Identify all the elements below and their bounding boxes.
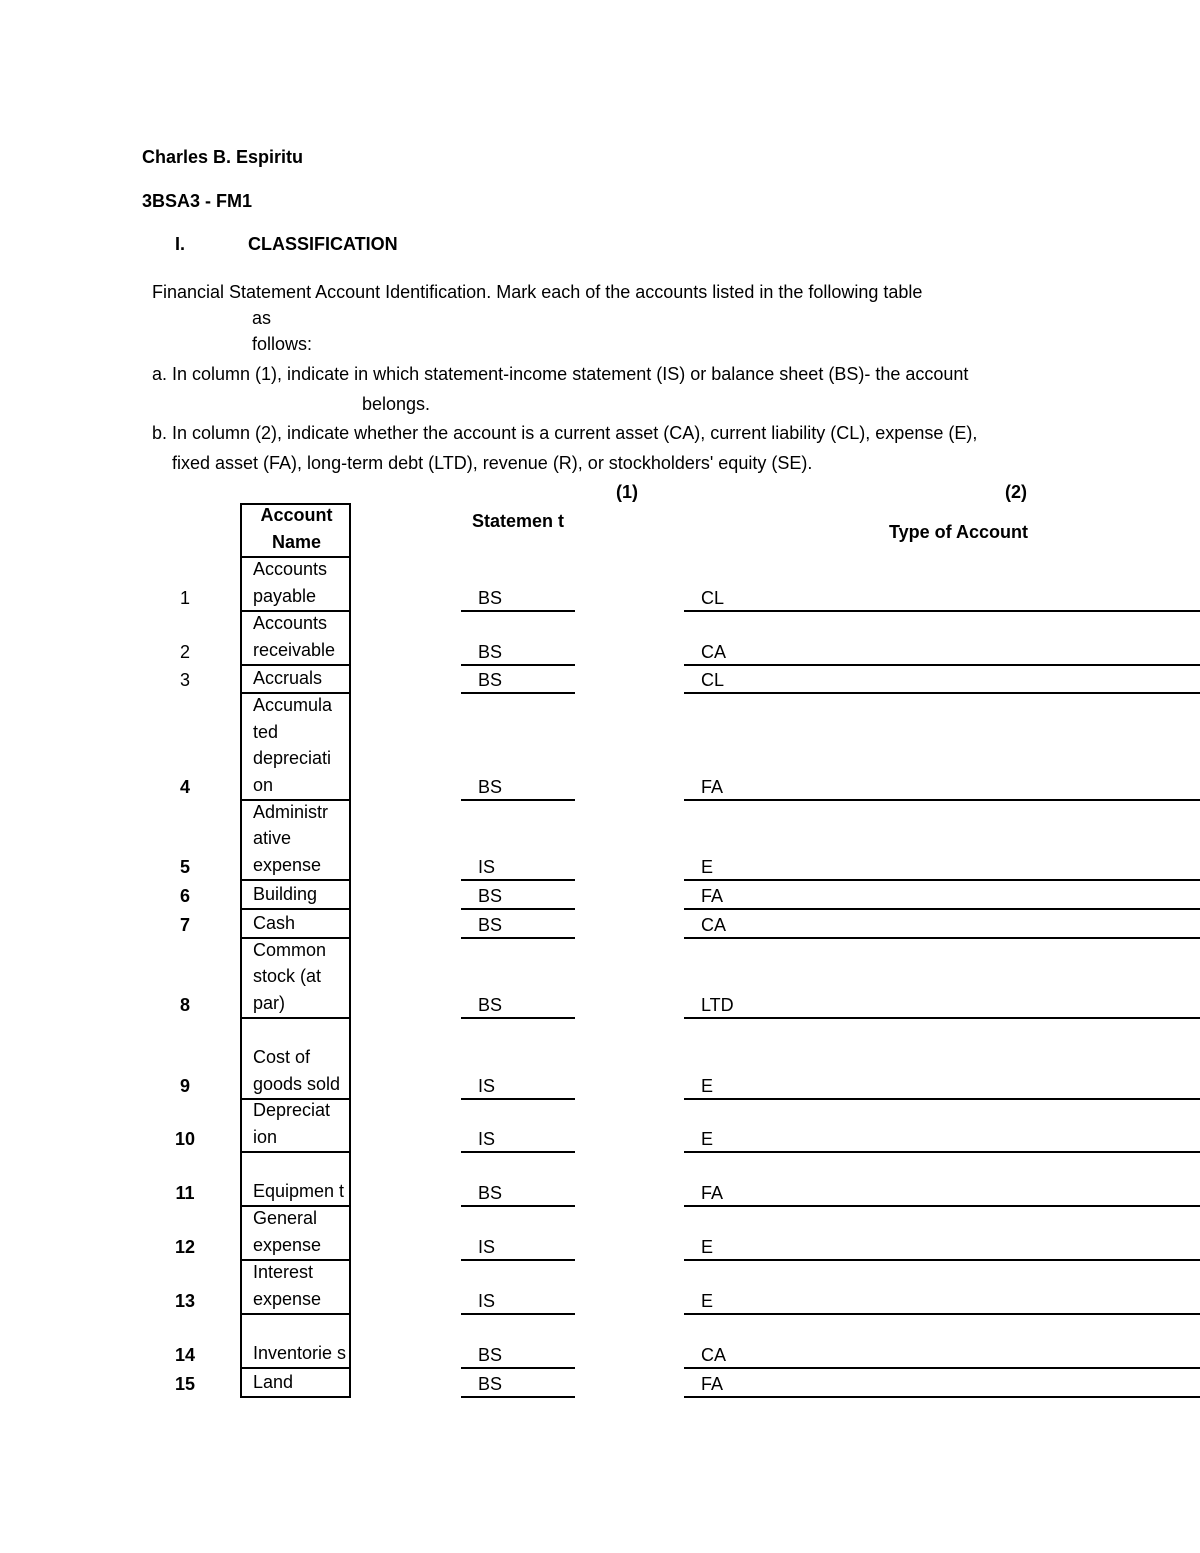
account-name: Accounts receivable bbox=[253, 613, 336, 660]
type-answer: E bbox=[701, 1291, 714, 1311]
statement-answer-cell bbox=[461, 1207, 575, 1261]
statement-answer-cell bbox=[461, 1100, 575, 1153]
type-answer: CA bbox=[701, 1345, 727, 1365]
type-answer: FA bbox=[701, 1374, 724, 1394]
account-name: Cash bbox=[253, 912, 296, 933]
account-name: Land bbox=[253, 1371, 294, 1392]
instruction-line-1: Financial Statement Account Identification. Mark each of the accounts listed in the following table bbox=[152, 282, 923, 302]
type-answer-cell bbox=[684, 910, 1200, 939]
account-name-cell bbox=[240, 1315, 351, 1369]
type-answer-cell bbox=[684, 1153, 1200, 1207]
row-number: 8 bbox=[179, 995, 190, 1015]
type-answer-cell bbox=[684, 881, 1200, 910]
statement-answer-cell bbox=[461, 694, 575, 801]
statement-answer: BS bbox=[478, 1183, 503, 1203]
type-answer-cell bbox=[684, 939, 1200, 1019]
type-answer-cell bbox=[684, 1315, 1200, 1369]
row-number: 4 bbox=[179, 777, 190, 797]
statement-answer: BS bbox=[478, 995, 503, 1015]
row-number: 7 bbox=[179, 915, 190, 935]
account-name: Accumula ted depreciati on bbox=[253, 695, 333, 795]
statement-answer: IS bbox=[478, 857, 496, 877]
column-1-marker: (1) bbox=[616, 482, 638, 502]
account-name-cell bbox=[240, 666, 351, 694]
account-name-cell bbox=[240, 910, 351, 939]
instruction-b-line-1: b. In column (2), indicate whether the account is a current asset (CA), current liability (CL), expense (E), bbox=[152, 423, 978, 443]
type-answer: FA bbox=[701, 1183, 724, 1203]
type-answer-cell bbox=[684, 1100, 1200, 1153]
type-answer: E bbox=[701, 857, 714, 877]
statement-answer: BS bbox=[478, 670, 503, 690]
statement-answer: BS bbox=[478, 915, 503, 935]
statement-answer-cell bbox=[461, 910, 575, 939]
statement-header: Statemen t bbox=[471, 511, 565, 531]
type-answer-cell bbox=[684, 801, 1200, 881]
statement-answer-cell bbox=[461, 801, 575, 881]
account-name: Depreciat ion bbox=[253, 1100, 331, 1147]
instruction-a-line-1: a. In column (1), indicate in which statement-income statement (IS) or balance sheet (BS)- the account bbox=[152, 364, 969, 384]
statement-answer: IS bbox=[478, 1076, 496, 1096]
account-name-cell bbox=[240, 801, 351, 881]
statement-answer-cell bbox=[461, 1369, 575, 1398]
account-name: Accounts payable bbox=[253, 559, 328, 606]
statement-answer: BS bbox=[478, 588, 503, 608]
statement-answer-cell bbox=[461, 612, 575, 666]
row-number: 9 bbox=[179, 1076, 190, 1096]
type-answer: E bbox=[701, 1237, 714, 1257]
row-number: 11 bbox=[175, 1183, 195, 1203]
instruction-a-line-2: belongs. bbox=[362, 394, 431, 414]
statement-answer-cell bbox=[461, 1019, 575, 1100]
account-name-cell bbox=[240, 1207, 351, 1261]
type-answer-cell bbox=[684, 1369, 1200, 1398]
account-name-header-cell bbox=[240, 503, 351, 558]
row-number: 14 bbox=[174, 1345, 196, 1365]
account-name-cell bbox=[240, 694, 351, 801]
statement-answer: IS bbox=[478, 1291, 496, 1311]
instruction-line-2: as bbox=[252, 308, 272, 328]
row-number: 10 bbox=[174, 1129, 196, 1149]
account-name: General expense bbox=[253, 1208, 322, 1255]
type-answer-cell bbox=[684, 612, 1200, 666]
account-name-cell bbox=[240, 612, 351, 666]
account-name-cell bbox=[240, 1369, 351, 1398]
account-name-cell bbox=[240, 939, 351, 1019]
row-number: 1 bbox=[179, 588, 190, 608]
column-2-marker: (2) bbox=[1005, 482, 1027, 502]
account-name: Accruals bbox=[253, 667, 323, 688]
section-heading: CLASSIFICATION bbox=[248, 234, 398, 254]
row-number: 15 bbox=[174, 1374, 196, 1394]
statement-answer: IS bbox=[478, 1237, 496, 1257]
type-answer: E bbox=[701, 1129, 714, 1149]
statement-answer: BS bbox=[478, 1345, 503, 1365]
statement-answer: BS bbox=[478, 886, 503, 906]
instruction-b-line-2: fixed asset (FA), long-term debt (LTD), revenue (R), or stockholders' equity (SE). bbox=[172, 453, 813, 473]
statement-answer-cell bbox=[461, 939, 575, 1019]
type-answer-cell bbox=[684, 1207, 1200, 1261]
account-name-cell bbox=[240, 1100, 351, 1153]
account-name: Interest expense bbox=[253, 1262, 322, 1309]
type-answer: E bbox=[701, 1076, 714, 1096]
type-answer-cell bbox=[684, 1019, 1200, 1100]
account-name: Cost of goods sold bbox=[253, 1047, 341, 1094]
row-number: 12 bbox=[174, 1237, 196, 1257]
type-of-account-header: Type of Account bbox=[889, 522, 1028, 542]
statement-answer: BS bbox=[478, 642, 503, 662]
type-answer: FA bbox=[701, 777, 724, 797]
row-number: 5 bbox=[179, 857, 190, 877]
row-number: 6 bbox=[179, 886, 190, 906]
statement-answer-cell bbox=[461, 1261, 575, 1315]
type-answer: LTD bbox=[701, 995, 734, 1015]
row-number: 13 bbox=[174, 1291, 196, 1311]
type-answer-cell bbox=[684, 558, 1200, 612]
instruction-line-3: follows: bbox=[252, 334, 313, 354]
statement-answer: BS bbox=[478, 777, 503, 797]
statement-answer-cell bbox=[461, 881, 575, 910]
account-name-cell bbox=[240, 1153, 351, 1207]
statement-answer: IS bbox=[478, 1129, 496, 1149]
account-name: Inventorie s bbox=[253, 1342, 347, 1363]
account-name: Administr ative expense bbox=[253, 801, 329, 875]
class-section: 3BSA3 - FM1 bbox=[142, 191, 253, 211]
statement-answer-cell bbox=[461, 1153, 575, 1207]
type-answer: CA bbox=[701, 915, 727, 935]
type-answer-cell bbox=[684, 694, 1200, 801]
type-answer-cell bbox=[684, 666, 1200, 694]
account-name-cell bbox=[240, 1019, 351, 1100]
account-name-cell bbox=[240, 558, 351, 612]
type-answer: CL bbox=[701, 670, 725, 690]
row-number: 2 bbox=[179, 642, 190, 662]
statement-answer-cell bbox=[461, 1315, 575, 1369]
account-name: Building bbox=[253, 883, 318, 904]
account-name-cell bbox=[240, 1261, 351, 1315]
account-name-cell bbox=[240, 881, 351, 910]
section-roman-numeral: I. bbox=[175, 234, 186, 254]
statement-answer-cell bbox=[461, 666, 575, 694]
account-name: Common stock (at par) bbox=[253, 939, 327, 1013]
type-answer: FA bbox=[701, 886, 724, 906]
row-number: 3 bbox=[179, 670, 190, 690]
statement-answer: BS bbox=[478, 1374, 503, 1394]
account-name-header: Account Name bbox=[260, 505, 333, 552]
account-name: Equipmen t bbox=[253, 1180, 345, 1201]
type-answer: CL bbox=[701, 588, 725, 608]
student-name: Charles B. Espiritu bbox=[142, 147, 304, 167]
type-answer: CA bbox=[701, 642, 727, 662]
type-answer-cell bbox=[684, 1261, 1200, 1315]
statement-answer-cell bbox=[461, 558, 575, 612]
